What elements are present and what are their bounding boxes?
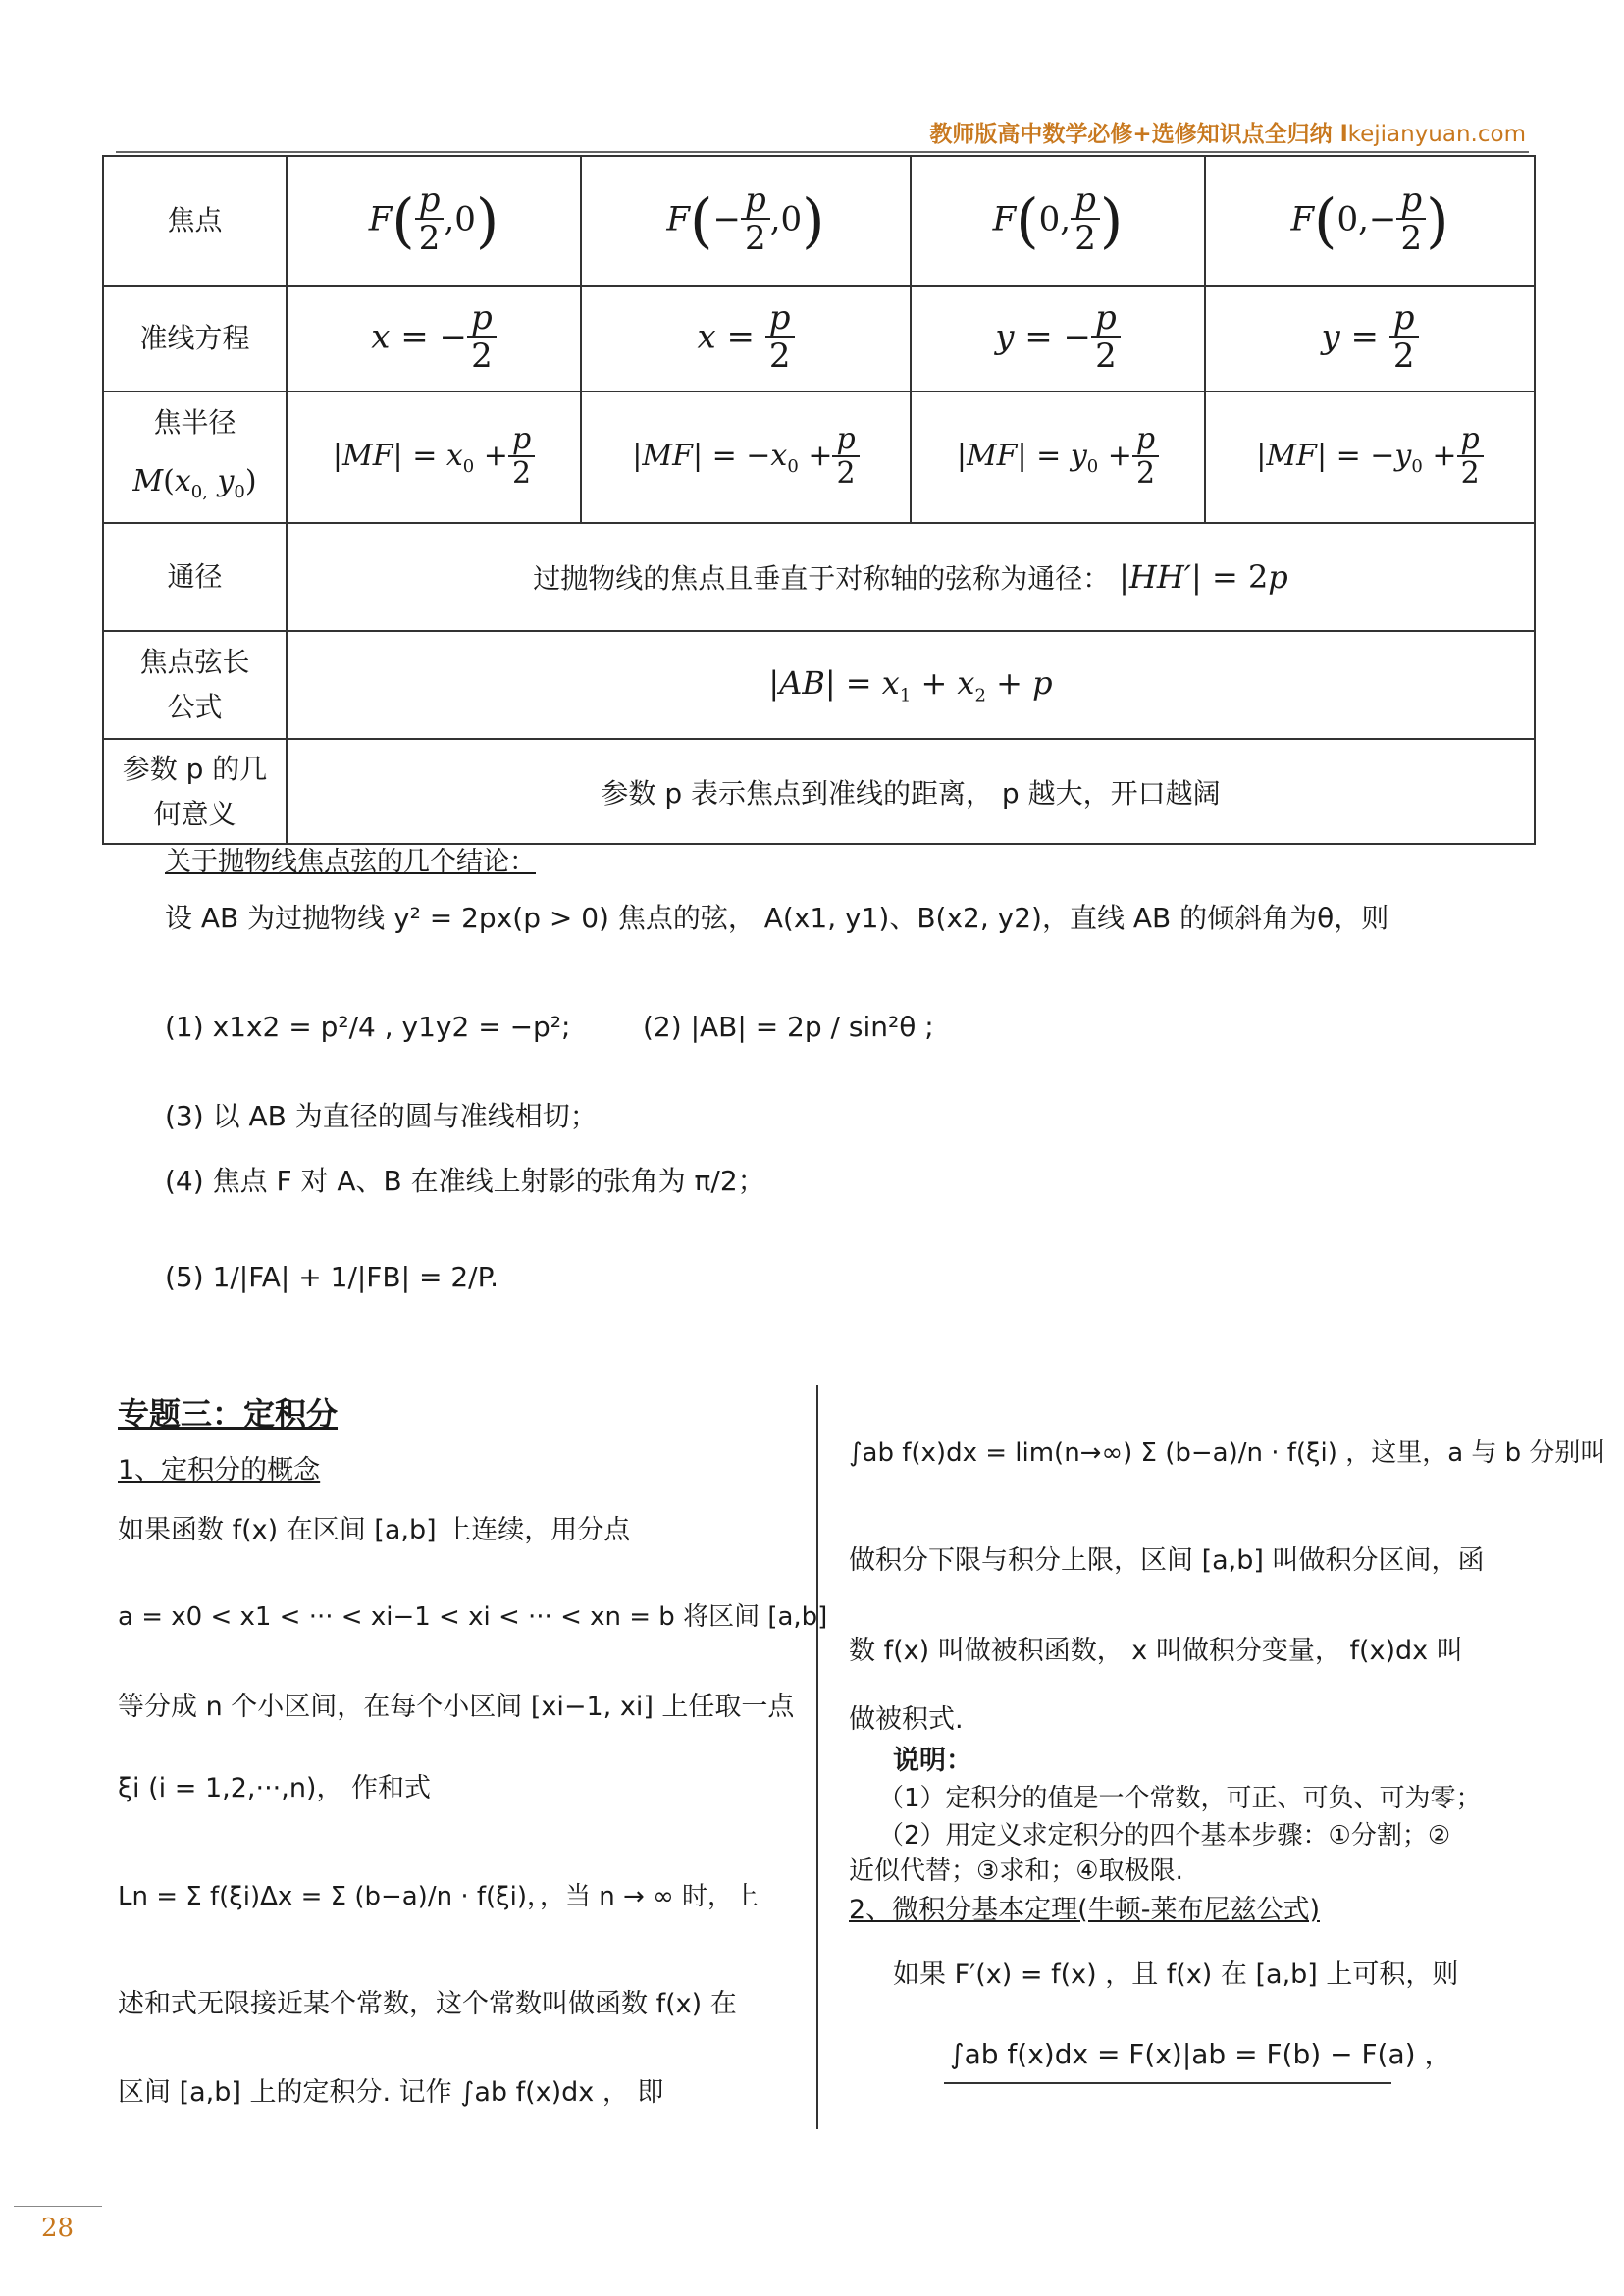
note-2b: 近似代替；③求和；④取极限. bbox=[849, 1856, 1183, 1886]
def-para-7: 区间 [a,b] 上的定积分. 记作 ∫ab f(x)dx ， 即 bbox=[118, 2077, 664, 2108]
label-focus: 焦点 bbox=[103, 156, 287, 286]
cell-focus-4: F(0,− $\frac{p}{2}$ ) bbox=[1205, 156, 1535, 286]
formula-underline bbox=[944, 2082, 1391, 2084]
label-directrix: 准线方程 bbox=[103, 286, 287, 391]
conclusion-5: (5) 1/|FA| + 1/|FB| = 2/P. bbox=[165, 1261, 498, 1293]
table-row-focal-radius bbox=[103, 391, 1535, 523]
newton-leibniz-condition: 如果 F′(x) = f(x) ，且 f(x) 在 [a,b] 上可积，则 bbox=[893, 1959, 1459, 1990]
def-para-6: 述和式无限接近某个常数，这个常数叫做函数 f(x) 在 bbox=[118, 1989, 737, 2019]
section3-title: 专题三：定积分 bbox=[118, 1395, 339, 1433]
label-param: 参数 p 的几 何意义 bbox=[103, 739, 287, 844]
note-title: 说明： bbox=[893, 1746, 972, 1776]
cell-dir-2: x = $\frac{p}{2}$ bbox=[581, 286, 911, 391]
conclusion-4: (4) 焦点 F 对 A、B 在准线上射影的张角为 π/2； bbox=[165, 1165, 765, 1197]
cell-chord: $|AB| = x_1 + x_2 + p$ bbox=[287, 631, 1535, 739]
page-number: 28 bbox=[41, 2214, 75, 2243]
conclusion-3: (3) 以 AB 为直径的圆与准线相切； bbox=[165, 1100, 598, 1132]
header-rule bbox=[116, 151, 1529, 153]
cell-rad-1: $|MF| = x_0$ + $\frac{p}{2}$ bbox=[287, 391, 581, 523]
def-para-4: ξi (i = 1,2,···,n)， 作和式 bbox=[118, 1773, 432, 1803]
def-right-2: 做积分下限与积分上限，区间 [a,b] 叫做积分区间，函 bbox=[849, 1545, 1485, 1576]
cell-rad-4: $|MF| = -y_0$ + $\frac{p}{2}$ bbox=[1205, 391, 1535, 523]
column-divider bbox=[816, 1385, 818, 2129]
conclusions-title: 关于抛物线焦点弦的几个结论： bbox=[165, 847, 536, 877]
def-right-1: ∫ab f(x)dx = lim(n→∞) Σ (b−a)/n · f(ξi) ，这里，a 与 b 分别叫 bbox=[849, 1438, 1606, 1468]
label-chord: 焦点弦长 公式 bbox=[103, 631, 287, 739]
section3-sub2: 2、微积分基本定理(牛顿-莱布尼兹公式) bbox=[849, 1895, 1320, 1925]
header-title: 教师版高中数学必修+选修知识点全归纳 bbox=[929, 122, 1333, 147]
cell-rad-3: $|MF| = y_0$ + $\frac{p}{2}$ bbox=[911, 391, 1205, 523]
cell-dir-3: y = − $\frac{p}{2}$ bbox=[911, 286, 1205, 391]
newton-leibniz-formula: ∫ab f(x)dx = F(x)|ab = F(b) − F(a) ， bbox=[950, 2038, 1452, 2070]
note-2a: （2）用定义求定积分的四个基本步骤：①分割；② bbox=[878, 1821, 1451, 1851]
cell-param: 参数 p 表示焦点到准线的距离， p 越大，开口越阔 bbox=[287, 739, 1535, 844]
conclusion-2: (2) |AB| = 2p / sin²θ ; bbox=[643, 1011, 934, 1043]
table-row-focus bbox=[103, 156, 1535, 286]
cell-rad-2: $|MF| = -x_0$ + $\frac{p}{2}$ bbox=[581, 391, 911, 523]
footer-rule bbox=[14, 2206, 102, 2207]
page-header: 教师版高中数学必修+选修知识点全归纳 lkejianyuan.com bbox=[929, 122, 1526, 147]
header-site: kejianyuan.com bbox=[1347, 122, 1526, 147]
def-para-1: 如果函数 f(x) 在区间 [a,b] 上连续，用分点 bbox=[118, 1515, 631, 1545]
table-row-latus-rectum bbox=[103, 523, 1535, 631]
def-para-3: 等分成 n 个小区间，在每个小区间 [xi−1, xi] 上任取一点 bbox=[118, 1692, 795, 1722]
label-focal-radius: 焦半径 $M(x_{0,}$ $y_0$) bbox=[103, 391, 287, 523]
note-1: （1）定积分的值是一个常数，可正、可负、可为零； bbox=[878, 1784, 1482, 1813]
parabola-properties-table bbox=[102, 155, 1536, 845]
def-para-2: a = x0 < x1 < ··· < xi−1 < xi < ··· < xn = b 将区间 [a,b] bbox=[118, 1602, 828, 1632]
table-row-focal-chord bbox=[103, 631, 1535, 739]
def-right-3: 数 f(x) 叫做被积函数， x 叫做积分变量， f(x)dx 叫 bbox=[849, 1636, 1463, 1666]
conclusions-intro: 设 AB 为过抛物线 y² = 2px(p > 0) 焦点的弦， A(x1, y1)、B(x2, y2)，直线 AB 的倾斜角为θ，则 bbox=[165, 902, 1389, 934]
cell-focus-3: F(0, $\frac{p}{2}$ ) bbox=[911, 156, 1205, 286]
section3-sub1: 1、定积分的概念 bbox=[118, 1455, 321, 1486]
cell-latus: 过抛物线的焦点且垂直于对称轴的弦称为通径： |HH′| = 2p bbox=[287, 523, 1535, 631]
def-para-5: Ln = Σ f(ξi)Δx = Σ (b−a)/n · f(ξi)，，当 n → ∞ 时，上 bbox=[118, 1882, 759, 1911]
table-row-directrix bbox=[103, 286, 1535, 391]
def-right-4: 做被积式. bbox=[849, 1704, 964, 1735]
cell-focus-1: F( $\frac{p}{2}$ ,0) bbox=[287, 156, 581, 286]
cell-focus-2: F(− $\frac{p}{2}$ ,0) bbox=[581, 156, 911, 286]
table-row-parameter bbox=[103, 739, 1535, 844]
label-latus: 通径 bbox=[103, 523, 287, 631]
cell-dir-4: y = $\frac{p}{2}$ bbox=[1205, 286, 1535, 391]
conclusion-1: (1) x1x2 = p²/4 , y1y2 = −p²; bbox=[165, 1011, 571, 1043]
cell-dir-1: x = − $\frac{p}{2}$ bbox=[287, 286, 581, 391]
